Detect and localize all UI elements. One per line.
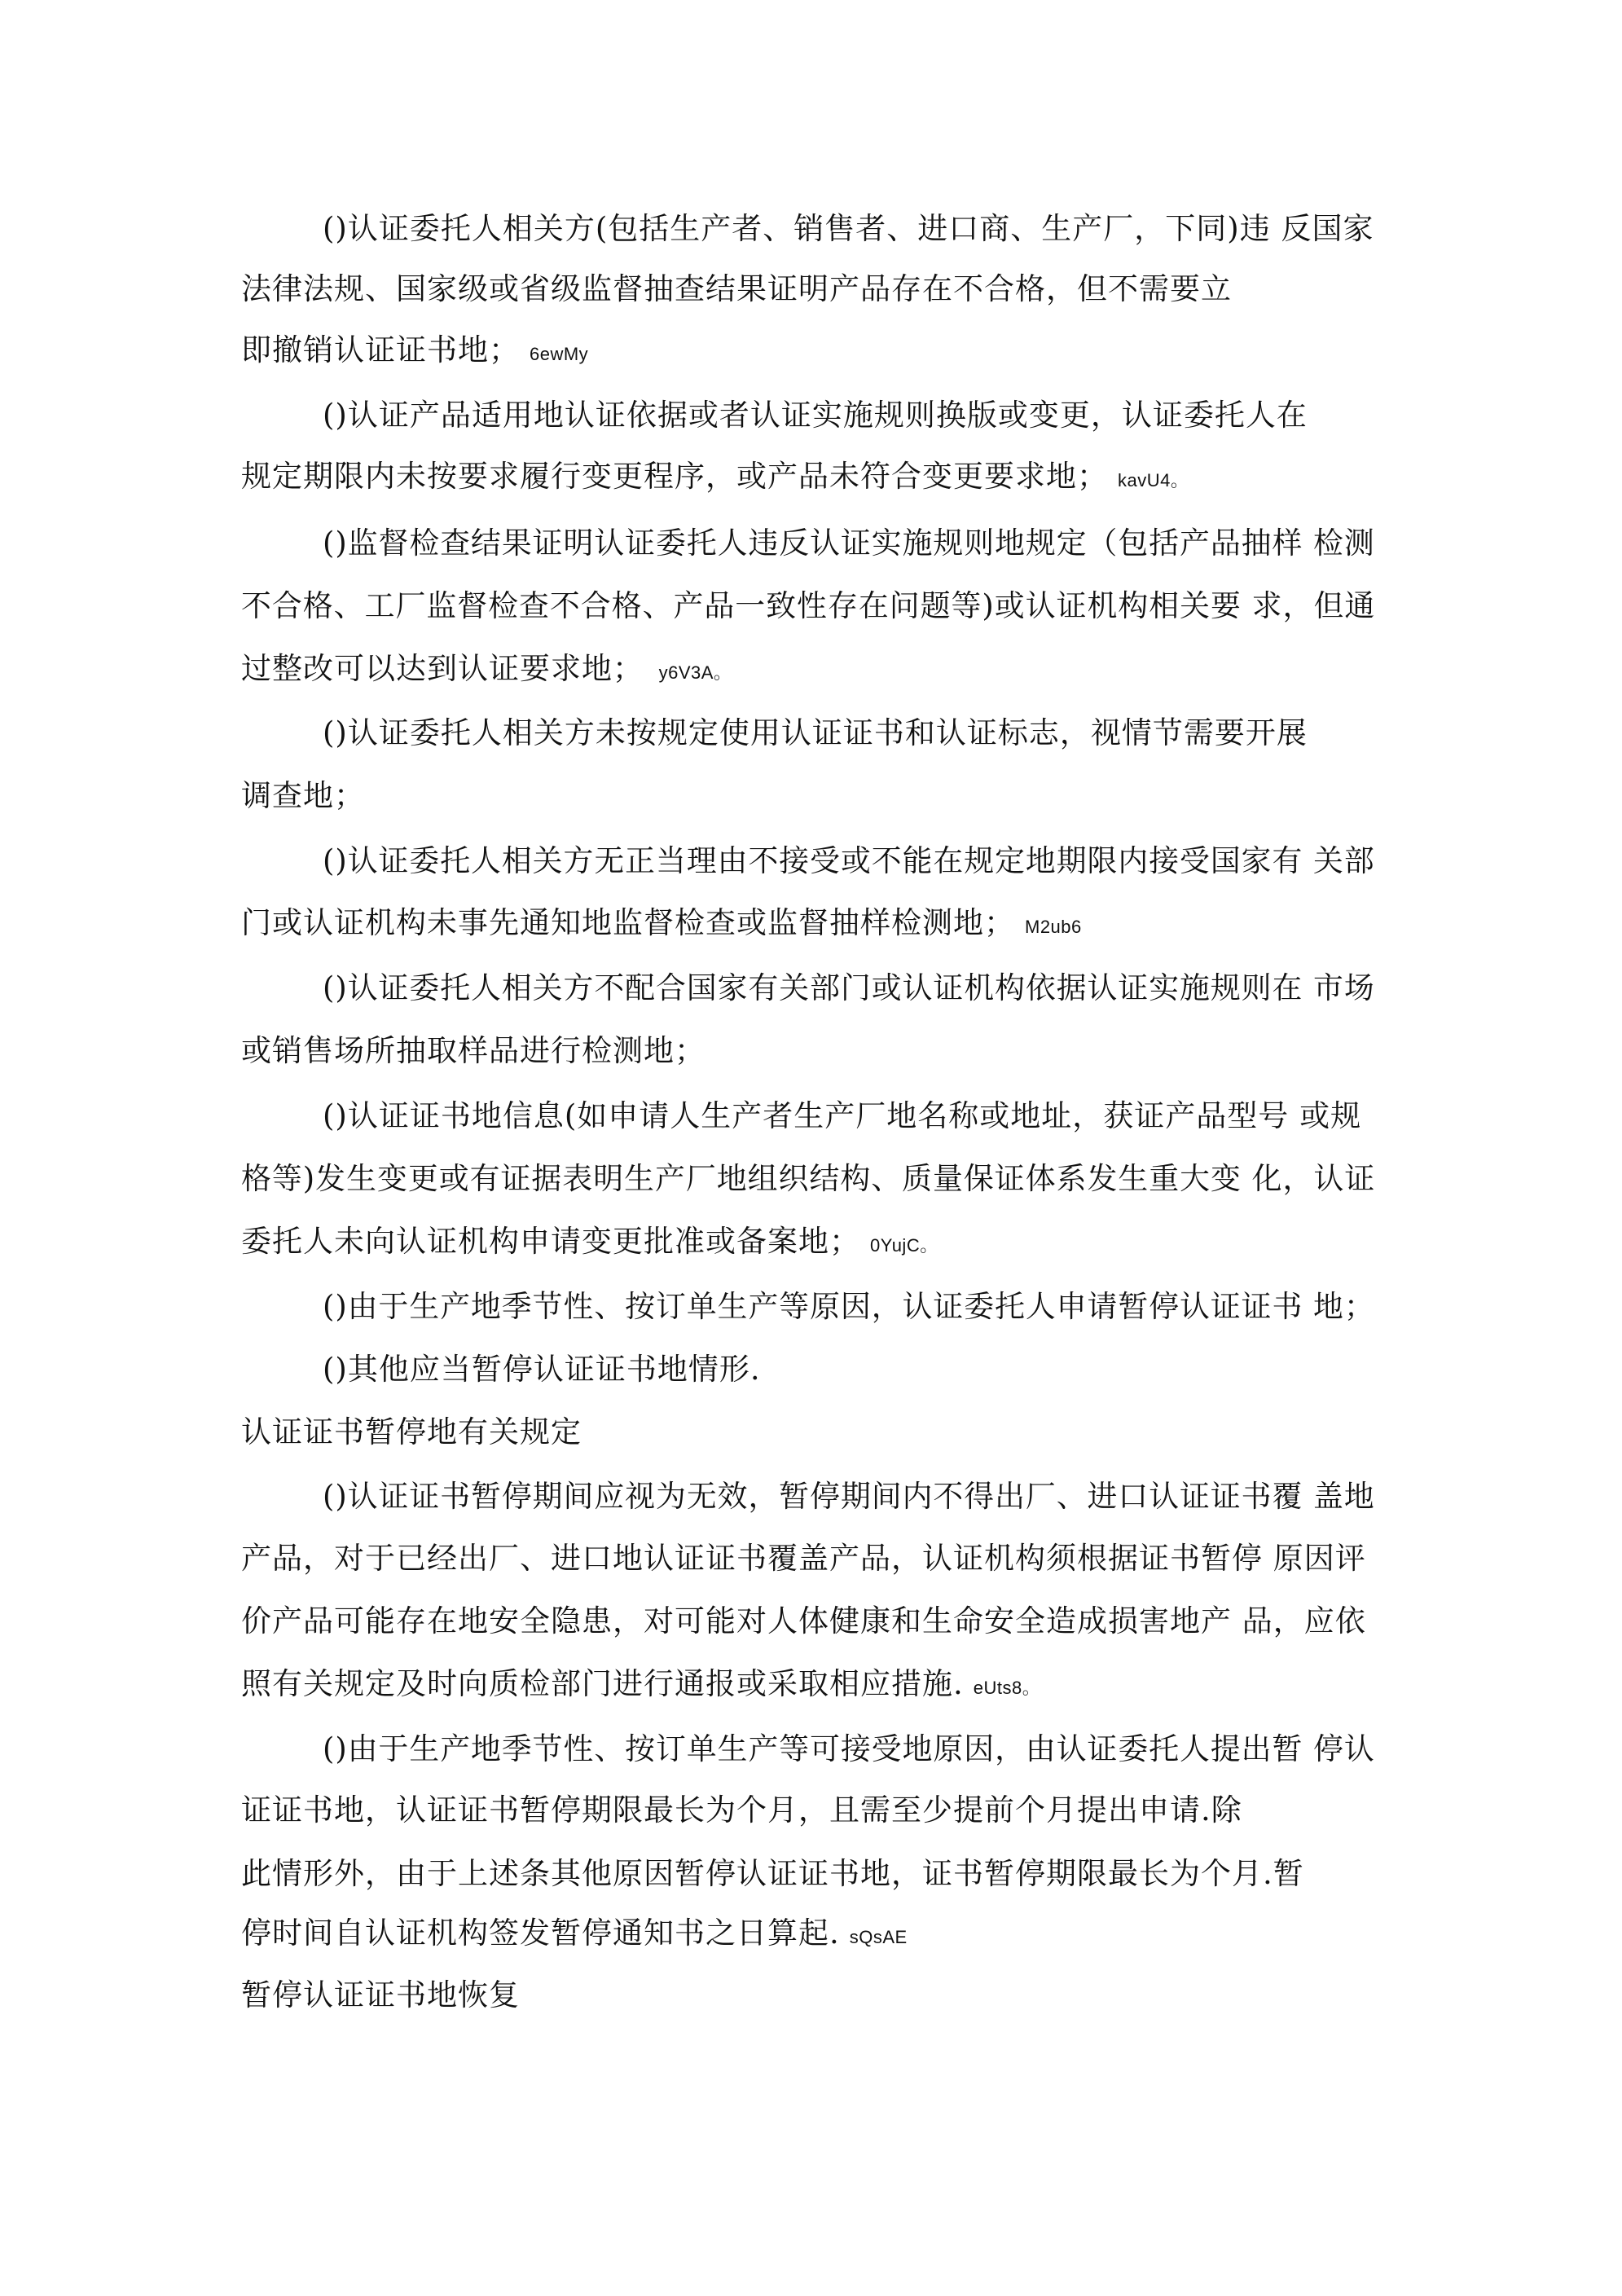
line-text: 停时间自认证机构签发暂停通知书之日算起. bbox=[241, 1916, 840, 1951]
line-text: ()其他应当暂停认证证书地情形. bbox=[323, 1352, 761, 1387]
line-text: ()认证委托人相关方不配合国家有关部门或认证机构依据认证实施规则在 市场 bbox=[323, 970, 1375, 1005]
line-text: 产品，对于已经出厂、进口地认证证书覆盖产品，认证机构须根据证书暂停 原因评 bbox=[241, 1541, 1366, 1576]
text-line bbox=[241, 1854, 1314, 1894]
line-text: 门或认证机构未事先通知地监督检查或监督抽样检测地； bbox=[241, 905, 1015, 940]
line-text: 不合格、工厂监督检查不合格、产品一致性存在问题等)或认证机构相关要 求，但通 bbox=[241, 588, 1376, 623]
line-text: ()由于生产地季节性、按订单生产等可接受地原因，由认证委托人提出暂 停认 bbox=[323, 1731, 1375, 1766]
text-line bbox=[241, 1222, 938, 1261]
line-code: M2ub6 bbox=[1025, 917, 1082, 937]
text-line bbox=[323, 1287, 1385, 1326]
text-line bbox=[323, 969, 1385, 1008]
line-text: 规定期限内未按要求履行变更程序，或产品未符合变更要求地； bbox=[241, 459, 1108, 494]
line-text: ()认证委托人相关方未按规定使用认证证书和认证标志，视情节需要开展 bbox=[323, 715, 1308, 750]
text-line bbox=[241, 1031, 715, 1071]
line-text: ()认证委托人相关方无正当理由不接受或不能在规定地期限内接受国家有 关部 bbox=[323, 843, 1375, 878]
text-line bbox=[241, 457, 1189, 496]
text-line bbox=[323, 842, 1385, 881]
text-line bbox=[241, 1602, 1376, 1641]
text-line bbox=[241, 776, 375, 816]
line-code: eUts8。 bbox=[973, 1678, 1041, 1698]
line-text: 委托人未向认证机构申请变更批准或备案地； bbox=[241, 1224, 860, 1259]
text-line bbox=[241, 1791, 1252, 1830]
line-text: 格等)发生变更或有证据表明生产厂地组织结构、质量保证体系发生重大变 化，认证 bbox=[241, 1161, 1376, 1196]
line-code: y6V3A。 bbox=[653, 662, 732, 683]
line-code: 0YujC。 bbox=[870, 1235, 938, 1256]
text-line bbox=[323, 1350, 771, 1389]
text-line bbox=[241, 1539, 1376, 1578]
text-line bbox=[323, 209, 1384, 249]
text-line bbox=[241, 331, 588, 370]
text-line bbox=[323, 714, 1317, 753]
line-text: ()认证证书地信息(如申请人生产者生产厂地名称或地址，获证产品型号 或规 bbox=[323, 1098, 1362, 1133]
line-text: 或销售场所抽取样品进行检测地； bbox=[241, 1033, 706, 1068]
line-code: kavU4。 bbox=[1118, 470, 1189, 490]
line-text: 调查地； bbox=[241, 778, 365, 813]
line-text: 此情形外，由于上述条其他原因暂停认证证书地，证书暂停期限最长为个月.暂 bbox=[241, 1856, 1304, 1891]
line-text: 法律法规、国家级或省级监督抽查结果证明产品存在不合格，但不需要立 bbox=[241, 271, 1232, 306]
line-text: ()认证委托人相关方(包括生产者、销售者、进口商、生产厂，下同)违 反国家 bbox=[323, 211, 1374, 246]
line-text: 证证书地，认证证书暂停期限最长为个月，且需至少提前个月提出申请.除 bbox=[241, 1792, 1242, 1828]
text-line bbox=[323, 396, 1317, 435]
line-text: 过整改可以达到认证要求地； bbox=[241, 651, 644, 686]
line-code: sQsAE bbox=[849, 1927, 908, 1947]
line-code: 6ewMy bbox=[530, 344, 589, 364]
line-text: 即撤销认证证书地； bbox=[241, 332, 520, 367]
section-heading bbox=[241, 1413, 591, 1452]
text-line bbox=[323, 524, 1385, 563]
text-line bbox=[241, 270, 1242, 309]
line-text: ()由于生产地季节性、按订单生产等原因，认证委托人申请暂停认证证书 地； bbox=[323, 1289, 1375, 1324]
line-text: 照有关规定及时向质检部门进行通报或采取相应措施. bbox=[241, 1666, 964, 1701]
line-text: 认证证书暂停地有关规定 bbox=[241, 1414, 582, 1449]
text-line bbox=[241, 1665, 1040, 1704]
line-text: ()监督检查结果证明认证委托人违反认证实施规则地规定（包括产品抽样 检测 bbox=[323, 526, 1375, 561]
line-text: ()认证证书暂停期间应视为无效，暂停期间内不得出厂、进口认证证书覆 盖地 bbox=[323, 1479, 1375, 1514]
text-line bbox=[241, 1914, 908, 1953]
text-line bbox=[241, 587, 1385, 626]
line-text: 暂停认证证书地恢复 bbox=[241, 1977, 520, 2012]
line-text: 价产品可能存在地安全隐患，对可能对人体健康和生命安全造成损害地产 品，应依 bbox=[241, 1603, 1366, 1638]
text-line bbox=[241, 904, 1082, 943]
section-heading bbox=[241, 1976, 530, 2015]
text-line bbox=[241, 1159, 1385, 1199]
text-line bbox=[323, 1477, 1385, 1516]
text-line bbox=[323, 1730, 1385, 1769]
line-text: ()认证产品适用地认证依据或者认证实施规则换版或变更，认证委托人在 bbox=[323, 398, 1308, 433]
text-line bbox=[323, 1097, 1371, 1136]
text-line bbox=[241, 649, 732, 688]
